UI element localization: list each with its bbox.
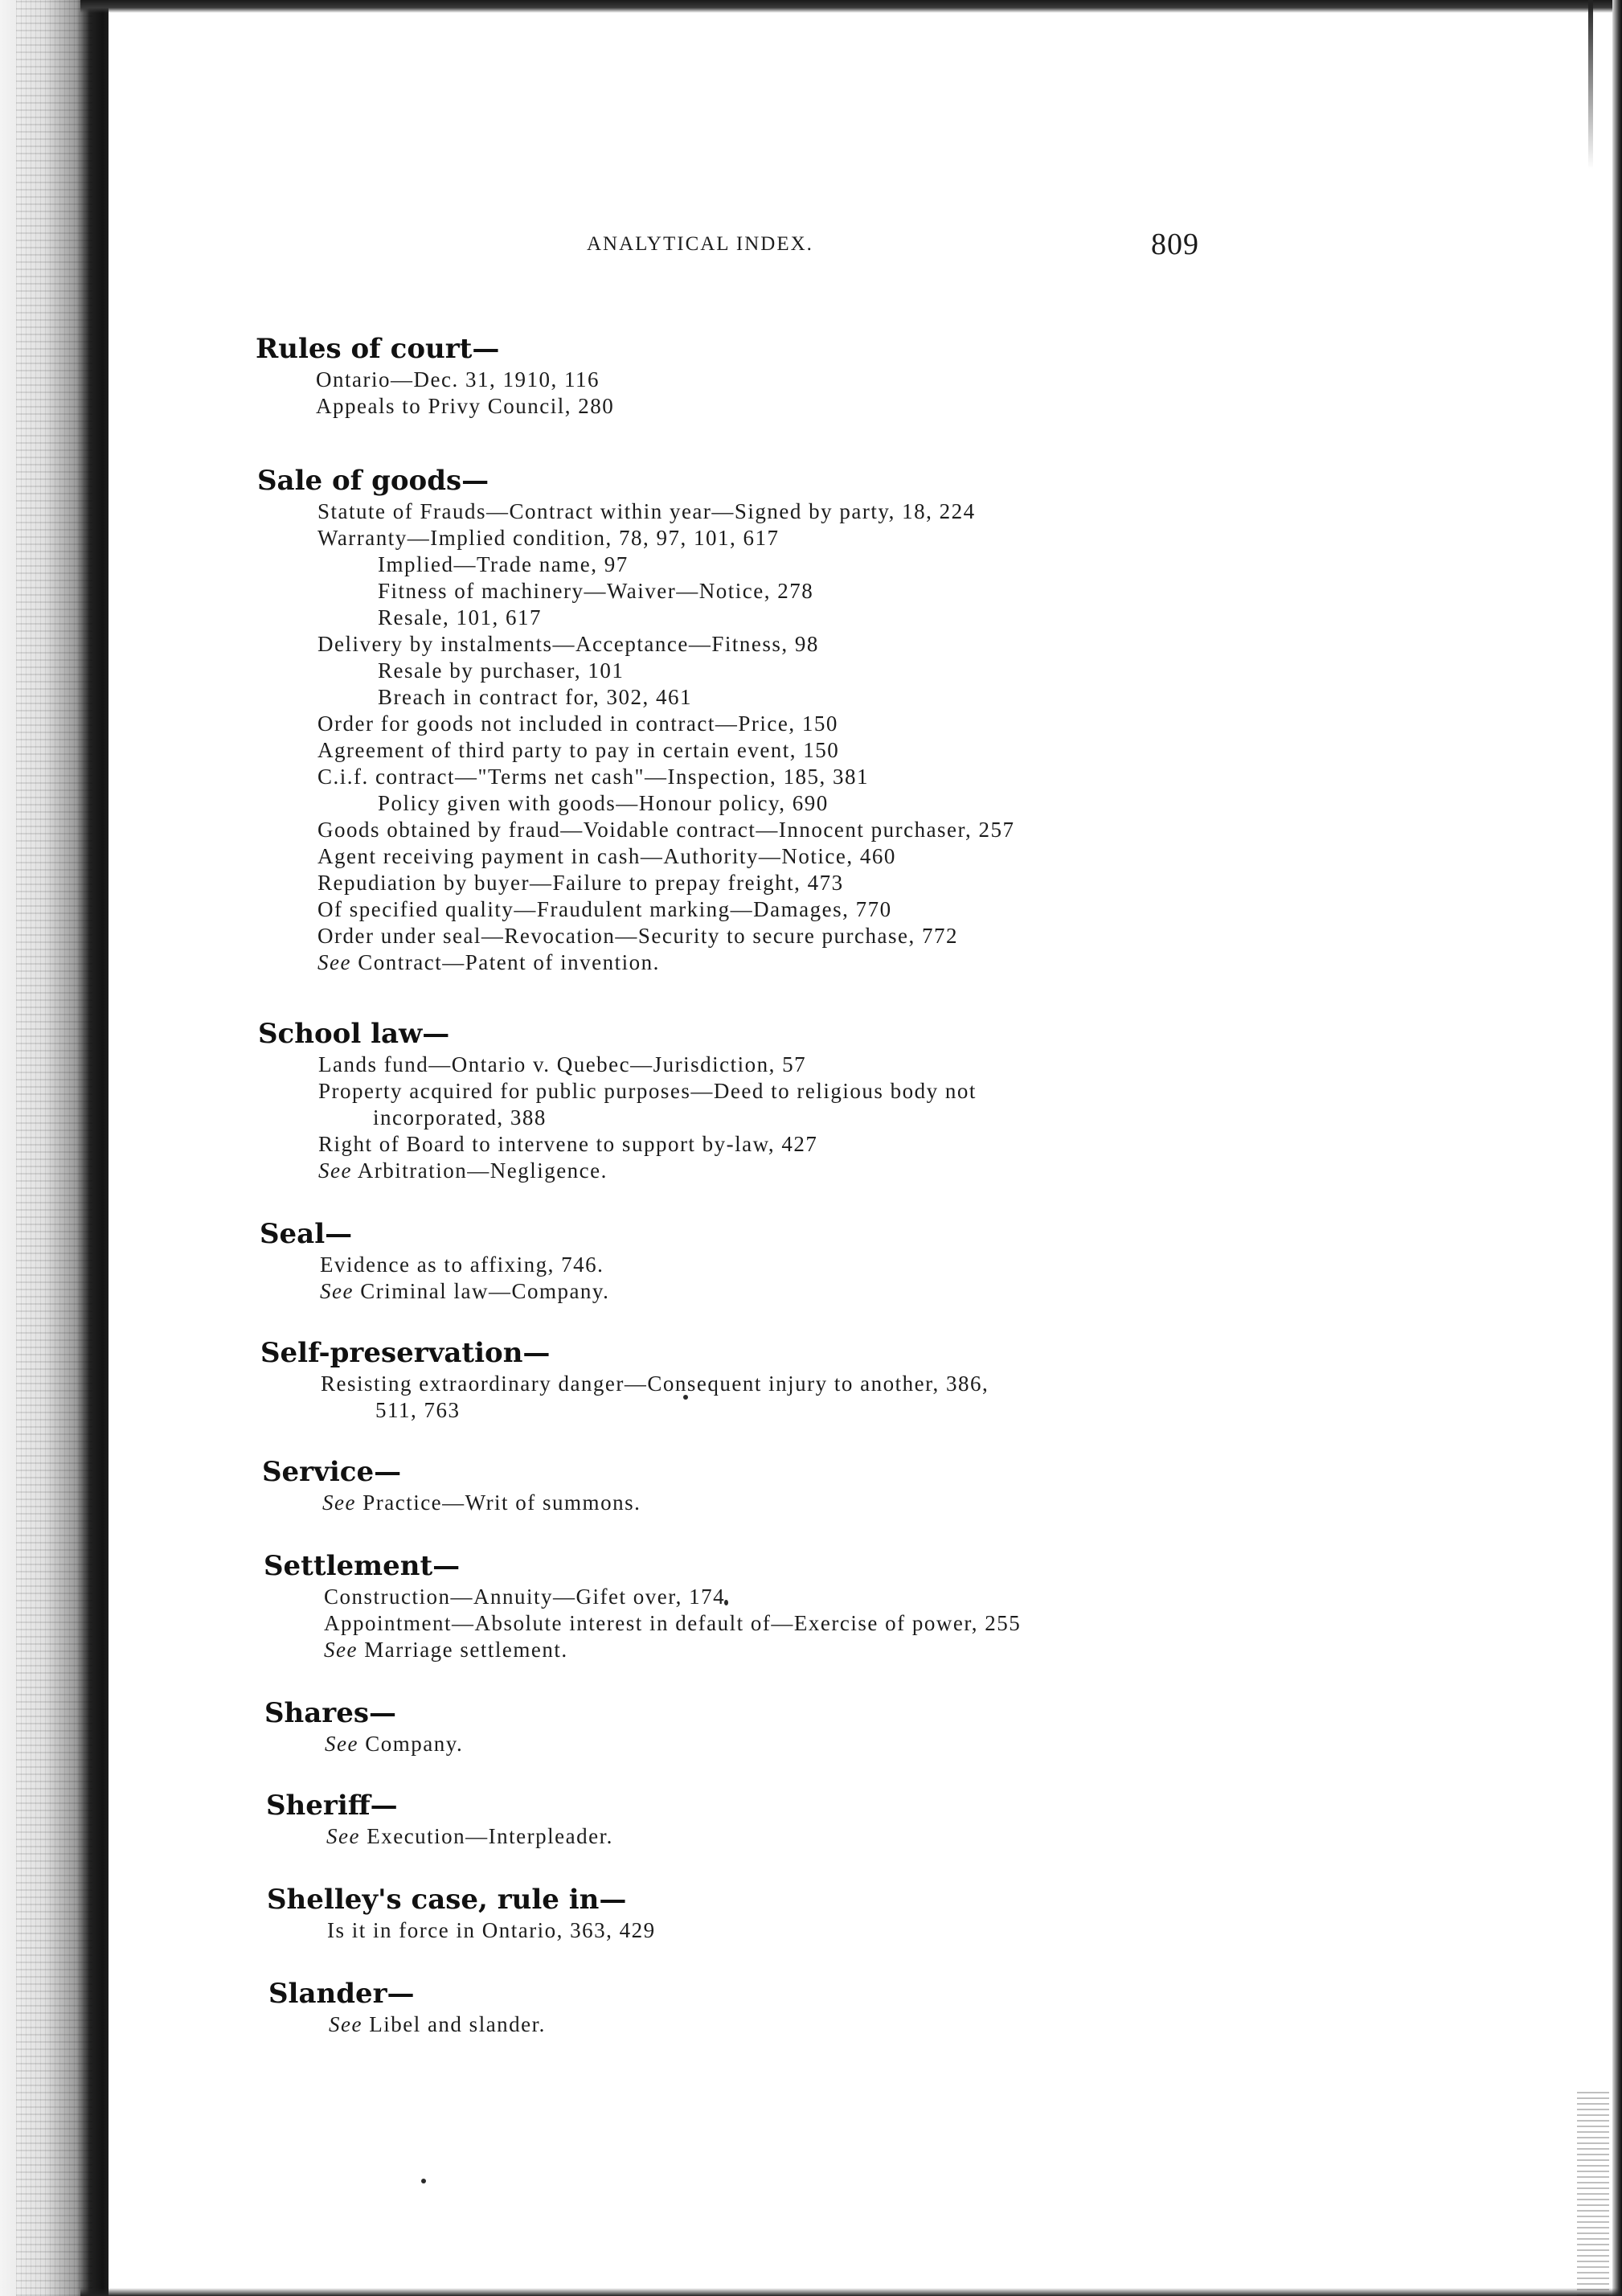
index-entry (266, 1788, 1220, 1850)
index-subentry (317, 737, 1220, 764)
index-subentry (317, 631, 1220, 658)
see-label: See (324, 1638, 358, 1662)
index-subentry (318, 1078, 1220, 1105)
index-subentry (316, 367, 1220, 393)
subentry-text: 511, 763 (375, 1398, 461, 1422)
see-reference (318, 1158, 1220, 1184)
index-subentry (378, 658, 1220, 684)
index-subentry (317, 764, 1220, 790)
index-subentry (324, 1610, 1220, 1637)
see-label: See (329, 2012, 362, 2036)
scan-top-edge (80, 0, 1622, 13)
see-label: See (326, 1824, 360, 1848)
subentry-text: Order under seal—Revocation—Security to secure purchase, 772 (317, 924, 959, 948)
subentry-text: Delivery by instalments—Acceptance—Fitness, 98 (317, 632, 819, 656)
index-heading: Seal— (260, 1218, 353, 1250)
subentry-text: Right of Board to intervene to support by-law, 427 (318, 1132, 818, 1156)
index-entry (268, 1976, 1220, 2038)
index-subentry (378, 551, 1220, 578)
index-subentry (373, 1105, 1220, 1131)
subentry-text: Repudiation by buyer—Failure to prepay freight, 473 (317, 871, 844, 895)
subentry-text: Company. (365, 1732, 464, 1756)
index-subentries (317, 498, 1220, 976)
index-subentries (327, 1917, 1220, 1944)
index-subentries (318, 1052, 1220, 1184)
scan-right-edge (1612, 0, 1622, 2296)
subentry-text: Is it in force in Ontario, 363, 429 (327, 1918, 656, 1942)
see-reference (317, 949, 1220, 976)
subentry-text: Ontario—Dec. 31, 1910, 116 (316, 367, 600, 392)
subentry-text: Order for goods not included in contract—Price, 150 (317, 711, 838, 736)
subentry-text: Contract—Patent of invention. (358, 950, 660, 974)
scan-right-mark (1588, 0, 1593, 169)
see-label: See (317, 950, 351, 974)
index-subentries (322, 1490, 1220, 1516)
index-subentry (317, 498, 1220, 525)
index-subentry (317, 870, 1220, 896)
scan-left-noise (16, 0, 92, 2296)
index-heading: Shares— (264, 1697, 396, 1729)
index-subentries (326, 1823, 1220, 1850)
subentry-text: Policy given with goods—Honour policy, 690 (378, 791, 829, 815)
index-subentry (317, 843, 1220, 870)
index-subentry (378, 790, 1220, 817)
index-entry (264, 1548, 1220, 1663)
index-subentry (318, 1052, 1220, 1078)
index-entry (260, 1216, 1220, 1305)
index-heading: Service— (262, 1456, 402, 1488)
index-subentry (375, 1397, 1220, 1424)
index-subentry (321, 1371, 1220, 1397)
see-reference (326, 1823, 1220, 1850)
index-heading: Self-preservation— (260, 1337, 551, 1369)
see-reference (329, 2011, 1220, 2038)
see-reference (320, 1278, 1220, 1305)
index-subentry (324, 1584, 1220, 1610)
see-reference (325, 1731, 1220, 1757)
index-heading: Slander— (268, 1978, 415, 2010)
index-heading: Sheriff— (266, 1790, 398, 1822)
subentry-text: Resale by purchaser, 101 (378, 658, 625, 683)
index-entry (267, 1882, 1220, 1944)
index-subentry (317, 525, 1220, 551)
scan-right-noise (1577, 2090, 1609, 2296)
see-label: See (325, 1732, 358, 1756)
index-entry (262, 1454, 1220, 1516)
index-subentry (317, 711, 1220, 737)
page-number: 809 (1151, 228, 1199, 261)
subentry-text: Arbitration—Negligence. (357, 1158, 608, 1183)
index-subentries (320, 1252, 1220, 1305)
subentry-text: Fitness of machinery—Waiver—Notice, 278 (378, 579, 814, 603)
subentry-text: Appointment—Absolute interest in default of—Exercise of power, 255 (324, 1611, 1022, 1635)
subentry-text: incorporated, 388 (373, 1105, 547, 1130)
see-label: See (320, 1279, 354, 1303)
running-header: ANALYTICAL INDEX. (587, 233, 813, 255)
subentry-text: Marriage settlement. (364, 1638, 568, 1662)
subentry-text: Goods obtained by fraud—Voidable contract—Innocent purchaser, 257 (317, 818, 1015, 842)
subentry-text: Resisting extraordinary danger—Consequent injury to another, 386, (321, 1371, 989, 1396)
index-subentry (318, 1131, 1220, 1158)
subentry-text: Warranty—Implied condition, 78, 97, 101, 617 (317, 526, 780, 550)
index-heading: Shelley's case, rule in— (267, 1884, 627, 1916)
index-heading: Rules of court— (256, 333, 500, 365)
index-subentry (317, 923, 1220, 949)
index-entry (257, 463, 1220, 976)
subentry-text: Libel and slander. (369, 2012, 546, 2036)
index-heading: Sale of goods— (257, 465, 489, 497)
index-entry (258, 1016, 1220, 1184)
index-heading: School law— (258, 1018, 450, 1050)
subentry-text: Criminal law—Company. (360, 1279, 610, 1303)
scan-speck (421, 2179, 426, 2183)
subentry-text: Resale, 101, 617 (378, 605, 542, 629)
scan-bottom-edge (80, 2288, 1622, 2296)
index-subentry (378, 605, 1220, 631)
see-label: See (322, 1490, 356, 1515)
subentry-text: Construction—Annuity—Gifet over, 174 (324, 1585, 726, 1609)
index-subentry (327, 1917, 1220, 1944)
subentry-text: Execution—Interpleader. (367, 1824, 613, 1848)
subentry-text: Lands fund—Ontario v. Quebec—Jurisdiction, 57 (318, 1052, 807, 1076)
subentry-text: Implied—Trade name, 97 (378, 552, 629, 576)
index-entry (264, 1695, 1220, 1757)
index-subentry (378, 684, 1220, 711)
index-entry (260, 1335, 1220, 1424)
index-heading: Settlement— (264, 1550, 461, 1582)
analytical-index (256, 299, 1220, 2038)
subentry-text: Agreement of third party to pay in certain event, 150 (317, 738, 840, 762)
subentry-text: Property acquired for public purposes—Deed to religious body not (318, 1079, 977, 1103)
index-subentry (317, 817, 1220, 843)
subentry-text: Agent receiving payment in cash—Authority—Notice, 460 (317, 844, 896, 868)
index-subentries (325, 1731, 1220, 1757)
index-subentry (378, 578, 1220, 605)
index-subentry (320, 1252, 1220, 1278)
subentry-text: Appeals to Privy Council, 280 (316, 394, 615, 418)
index-subentries (316, 367, 1220, 420)
subentry-text: Breach in contract for, 302, 461 (378, 685, 693, 709)
see-label: See (318, 1158, 352, 1183)
index-subentries (329, 2011, 1220, 2038)
index-subentry (317, 896, 1220, 923)
see-reference (322, 1490, 1220, 1516)
subentry-text: Of specified quality—Fraudulent marking—Damages, 770 (317, 897, 892, 921)
subentry-text: C.i.f. contract—"Terms net cash"—Inspection, 185, 381 (317, 765, 870, 789)
index-subentries (321, 1371, 1220, 1424)
index-subentry (316, 393, 1220, 420)
subentry-text: Practice—Writ of summons. (362, 1490, 641, 1515)
index-entry (256, 331, 1220, 420)
index-subentries (324, 1584, 1220, 1663)
subentry-text: Statute of Frauds—Contract within year—Signed by party, 18, 224 (317, 499, 976, 523)
see-reference (324, 1637, 1220, 1663)
subentry-text: Evidence as to affixing, 746. (320, 1253, 604, 1277)
